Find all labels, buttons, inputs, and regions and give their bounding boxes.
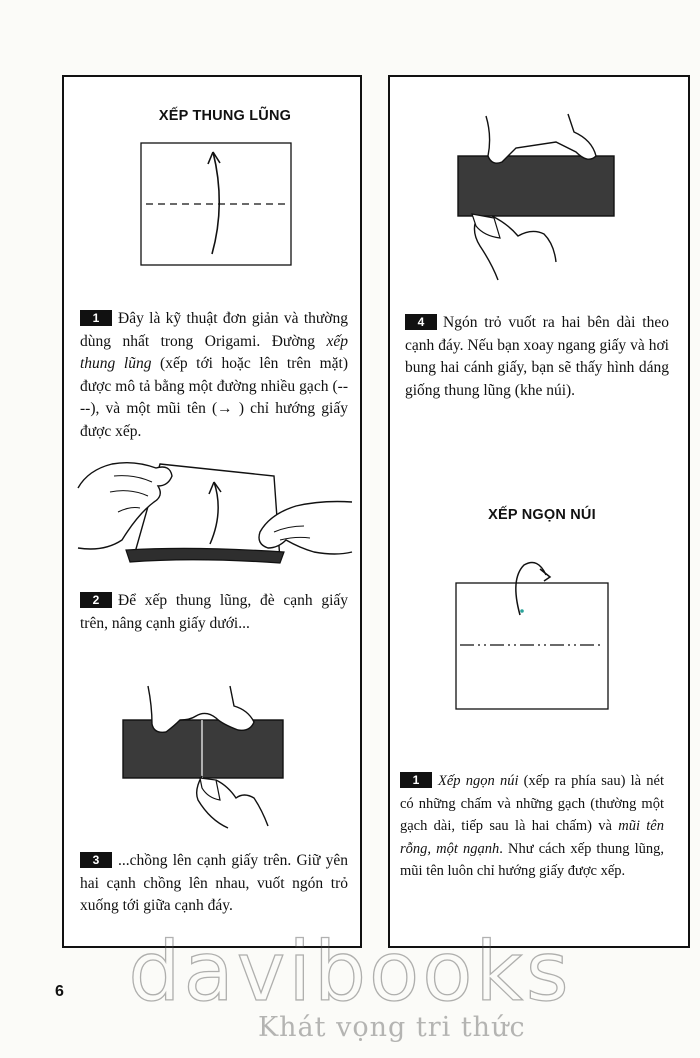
step-badge: 1 xyxy=(80,310,112,326)
mountain-fold-diagram xyxy=(454,555,610,711)
finger-slide-illustration xyxy=(452,112,620,282)
italic-term: Xếp ngọn núi xyxy=(438,773,519,789)
valley-step-1-text xyxy=(80,308,348,443)
mountain-fold-title: XẾP NGỌN NÚI xyxy=(488,507,596,523)
step-badge: 4 xyxy=(405,314,437,330)
text-fragment: ...chồng lên cạnh giấy trên. Giữ yên hai cạnh chồng lên nhau, vuốt ngón trỏ xuống tới giữa cạnh đáy. xyxy=(80,852,348,914)
text-fragment: . Như cách xếp thung lũng, mũi tên luôn chỉ hướng giấy được xếp. xyxy=(400,840,664,879)
text-fragment: Để xếp thung lũng, đè cạnh giấy trên, nâng cạnh giấy dưới... xyxy=(80,592,348,632)
valley-step-3-text xyxy=(80,850,348,918)
italic-term: xếp thung lũng xyxy=(80,332,348,372)
text-fragment: Ngón trỏ vuốt ra hai bên dài theo cạnh đáy. Nếu bạn xoay ngang giấy và hơi bung hai cánh giấy, bạn sẽ thấy hình dáng giống thung lũng (khe núi). xyxy=(405,314,669,399)
step-badge: 3 xyxy=(80,852,112,868)
italic-term: mũi tên rỗng, một ngạnh xyxy=(400,818,664,857)
step-badge: 1 xyxy=(400,772,432,788)
folded-strip-fingers-illustration xyxy=(118,680,288,830)
valley-step-4-text xyxy=(405,312,669,402)
text-fragment: (xếp tới hoặc lên trên mặt) được mô tả bằng một đường nhiều gạch (----), và một mũi tên (→ ) chỉ hướng giấy được xếp. xyxy=(80,355,348,440)
valley-fold-title: XẾP THUNG LŨNG xyxy=(158,108,292,124)
page-number: 6 xyxy=(55,983,64,1000)
valley-step-2-text xyxy=(80,590,348,635)
text-fragment: (xếp ra phía sau) là nét có những chấm và những gạch (thường một gạch dài, tiếp sau là hai chấm) và xyxy=(400,773,664,834)
watermark-tagline: Khát vọng tri thức xyxy=(258,1012,526,1043)
mountain-step-1-text xyxy=(400,770,664,883)
step-badge: 2 xyxy=(80,592,112,608)
text-fragment: Đây là kỹ thuật đơn giản và thường dùng nhất trong Origami. Đường xyxy=(80,310,348,350)
valley-fold-diagram xyxy=(140,142,292,267)
watermark-brand: davibooks xyxy=(128,925,572,1020)
hands-lift-edge-illustration xyxy=(74,452,354,582)
